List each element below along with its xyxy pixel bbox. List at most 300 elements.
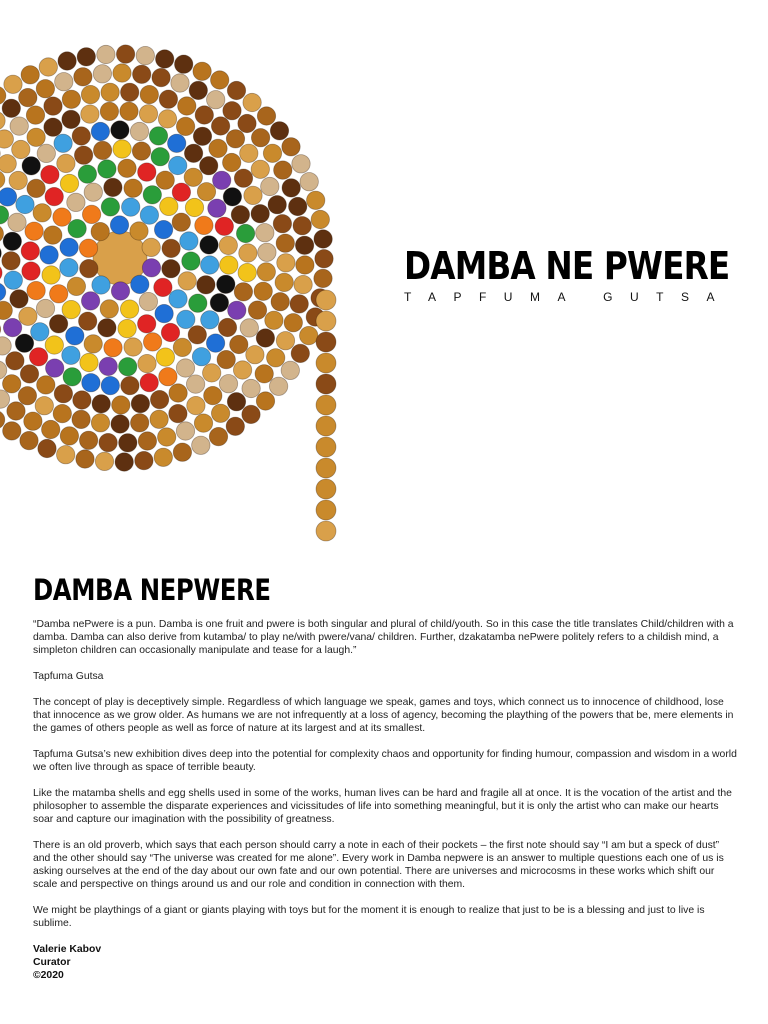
bead [154, 220, 172, 238]
bead [67, 277, 85, 295]
bead [81, 292, 99, 310]
bead [257, 263, 275, 281]
bead [76, 450, 94, 468]
bead [248, 301, 266, 319]
bead [37, 376, 55, 394]
bead [18, 387, 36, 405]
bead [233, 361, 251, 379]
bead [187, 396, 205, 414]
bead [62, 90, 80, 108]
bead [194, 414, 212, 432]
bead [316, 395, 336, 415]
bead [223, 188, 241, 206]
bead [132, 142, 150, 160]
bead [172, 183, 190, 201]
bead [101, 83, 119, 101]
bead [72, 127, 90, 145]
bead [150, 390, 168, 408]
bead [159, 368, 177, 386]
bead [0, 244, 1, 262]
bead [226, 417, 244, 435]
bead [140, 206, 158, 224]
bead [143, 333, 161, 351]
bead [53, 208, 71, 226]
bead [62, 300, 80, 318]
bead [119, 434, 137, 452]
bead [130, 122, 148, 140]
bead [24, 412, 42, 430]
bead [238, 114, 256, 132]
bead [149, 127, 167, 145]
bead [173, 443, 191, 461]
bead [29, 348, 47, 366]
bead [110, 216, 128, 234]
bead [84, 335, 102, 353]
bead [210, 294, 228, 312]
bead [184, 168, 202, 186]
bead [139, 292, 157, 310]
bead [54, 385, 72, 403]
bead [213, 171, 231, 189]
bead [316, 521, 336, 541]
bead [33, 204, 51, 222]
bead [316, 353, 336, 373]
bead [156, 50, 174, 68]
bead [223, 153, 241, 171]
bead [131, 394, 149, 412]
bead [220, 256, 238, 274]
bead [156, 348, 174, 366]
paragraph-attribution: Tapfuma Gutsa [33, 671, 104, 682]
bead [79, 312, 97, 330]
bead [99, 357, 117, 375]
bead [263, 144, 281, 162]
bead [300, 173, 318, 191]
bead [46, 359, 64, 377]
bead [139, 105, 157, 123]
bead [7, 402, 25, 420]
bead [84, 183, 102, 201]
bead [124, 179, 142, 197]
bead [274, 161, 292, 179]
bead [201, 311, 219, 329]
bead [10, 117, 28, 135]
bead [111, 415, 129, 433]
bead [195, 106, 213, 124]
signature-year: ©2020 [33, 970, 64, 981]
bead-circle-artwork [0, 0, 360, 545]
bead [282, 138, 300, 156]
bead [160, 197, 178, 215]
bead [22, 262, 40, 280]
bead [231, 206, 249, 224]
bead [185, 198, 203, 216]
bead [0, 337, 11, 355]
bead [42, 420, 60, 438]
bead [207, 91, 225, 109]
bead [3, 318, 21, 336]
bead [271, 293, 289, 311]
bead [292, 155, 310, 173]
paragraph-quote: “Damba nePwere is a pun. Damba is one fruit and pwere is both singular and plural of child/youth. So in this case the title translates Child/children with a damba. Damba can also derive from kutamba/ to play ne/with pwere/vana/ children. Further, dzakatamba nePwere politely refers to a childish mind, a simpleton children can occasionally manipulate and tease for a laugh.” [33, 619, 734, 656]
bead [93, 65, 111, 83]
bead [124, 338, 142, 356]
bead [116, 45, 134, 63]
bead [74, 68, 92, 86]
bead [60, 174, 78, 192]
bead [193, 127, 211, 145]
bead [268, 196, 286, 214]
bead [37, 144, 55, 162]
artist-name: TAPFUMA GUTSA [404, 290, 732, 304]
bead [316, 332, 336, 352]
bead [289, 197, 307, 215]
bead [55, 73, 73, 91]
section-title: DAMBA NEPWERE [33, 573, 271, 607]
bead [172, 213, 190, 231]
paragraph-closing: We might be playthings of a giant or giants playing with toys but for the moment it is enough to realize that just to be is a blessing and just to live is sublime. [33, 905, 705, 929]
bead [189, 294, 207, 312]
bead [291, 344, 309, 362]
bead [113, 64, 131, 82]
bead [246, 346, 264, 364]
beaded-artwork-image [0, 0, 360, 545]
bead [98, 319, 116, 337]
bead [307, 191, 325, 209]
bead [251, 160, 269, 178]
bead [197, 276, 215, 294]
bead [281, 361, 299, 379]
bead [195, 216, 213, 234]
bead [120, 300, 138, 318]
bead [81, 105, 99, 123]
bead [256, 224, 274, 242]
bead [36, 80, 54, 98]
bead [316, 416, 336, 436]
bead [142, 259, 160, 277]
bead [158, 428, 176, 446]
bead [234, 169, 252, 187]
bead [118, 319, 136, 337]
bead [36, 299, 54, 317]
bead [150, 410, 168, 428]
bead [169, 156, 187, 174]
bead [58, 52, 76, 70]
bead [218, 318, 236, 336]
bead [211, 117, 229, 135]
bead [217, 350, 235, 368]
bead [189, 81, 207, 99]
bead [0, 301, 12, 319]
bead [227, 393, 245, 411]
paragraph-matamba: Like the matamba shells and egg shells used in some of the works, human lives can be hard and fragile all at once. It is the vocation of the artist and the philosopher to assemble the disparate experiences and vicissitudes of life into something meaningful, but it is only the artist who can make our hearts soar and capture our imagination with the possibility of greatness. [33, 788, 732, 825]
bead [215, 217, 233, 235]
bead [209, 427, 227, 445]
bead [9, 171, 27, 189]
bead [156, 171, 174, 189]
bead [72, 410, 90, 428]
bead [294, 275, 312, 293]
bead [276, 332, 294, 350]
bead [200, 157, 218, 175]
bead [192, 348, 210, 366]
bead [282, 179, 300, 197]
bead [316, 311, 336, 331]
bead [31, 323, 49, 341]
bead [184, 144, 202, 162]
bead [80, 353, 98, 371]
bead [315, 250, 333, 268]
bead [27, 179, 45, 197]
bead [178, 272, 196, 290]
bead [158, 110, 176, 128]
bead [93, 141, 111, 159]
bead [121, 83, 139, 101]
bead [242, 379, 260, 397]
bead [56, 446, 74, 464]
bead [60, 238, 78, 256]
paragraph-exhibition: Tapfuma Gutsa’s new exhibition dives deep into the potential for complexity chaos and opportunity for finding humour, compassion and wisdom in a world we often live through as space of terrible beauty. [33, 749, 737, 773]
bead [4, 75, 22, 93]
bead [118, 159, 136, 177]
bead [0, 188, 17, 206]
bead [45, 187, 63, 205]
bead [208, 199, 226, 217]
bead [314, 269, 332, 287]
bead [50, 285, 68, 303]
bead [269, 377, 287, 395]
bead [169, 290, 187, 308]
bead [175, 55, 193, 73]
bead [186, 375, 204, 393]
bead [44, 226, 62, 244]
bead [226, 130, 244, 148]
bead [140, 373, 158, 391]
bead [311, 210, 329, 228]
bead [251, 129, 269, 147]
bead [316, 500, 336, 520]
bead [62, 346, 80, 364]
bead [16, 195, 34, 213]
bead [74, 146, 92, 164]
paragraph-proverb: There is an old proverb, which says that each person should carry a note in each of their pockets – the first note should say “I am but a speck of dust” and the other should say “The universe was created for me alone”. Every work in Damba nepwere is an answer to multiple questions each one of us is asking ourselves at the end of the day about our own fate and our own potential. There are universes and microcosms in these works which shift our scale and perspective on things around us and our role and condition in connection with them. [33, 840, 724, 890]
bead [255, 365, 273, 383]
bead [19, 307, 37, 325]
bead [92, 395, 110, 413]
bead [131, 414, 149, 432]
bead [3, 232, 21, 250]
bead [3, 422, 21, 440]
bead [180, 232, 198, 250]
bead [203, 364, 221, 382]
bead [41, 165, 59, 183]
bead [140, 85, 158, 103]
bead [169, 384, 187, 402]
bead [82, 205, 100, 223]
bead [155, 304, 173, 322]
bead [101, 376, 119, 394]
bead [39, 58, 57, 76]
bead [267, 349, 285, 367]
bead [162, 239, 180, 257]
bead [316, 374, 336, 394]
bead [101, 198, 119, 216]
bead [121, 376, 139, 394]
bead [211, 71, 229, 89]
bead [176, 359, 194, 377]
bead [68, 219, 86, 237]
bead [240, 319, 258, 337]
bead [142, 238, 160, 256]
bead [243, 93, 261, 111]
bead [62, 110, 80, 128]
signature-role: Curator [33, 957, 71, 968]
bead [223, 102, 241, 120]
bead [258, 243, 276, 261]
bead [154, 278, 172, 296]
bead [193, 62, 211, 80]
bead [284, 314, 302, 332]
bead [133, 65, 151, 83]
bead [293, 217, 311, 235]
bead [277, 254, 295, 272]
bead [112, 396, 130, 414]
bead [54, 134, 72, 152]
bead [40, 246, 58, 264]
bead [6, 352, 24, 370]
bead [26, 106, 44, 124]
bead [138, 315, 156, 333]
bead [206, 334, 224, 352]
bead [209, 139, 227, 157]
bead [265, 311, 283, 329]
bead [10, 290, 28, 308]
bead [42, 266, 60, 284]
bead [25, 222, 43, 240]
bead [44, 118, 62, 136]
bead [211, 404, 229, 422]
bead [131, 275, 149, 293]
bead [219, 375, 237, 393]
bead [113, 140, 131, 158]
bead [21, 242, 39, 260]
bead [161, 323, 179, 341]
bead [77, 48, 95, 66]
bead [81, 85, 99, 103]
bead [21, 66, 39, 84]
bead [182, 252, 200, 270]
bead [143, 186, 161, 204]
bead [238, 263, 256, 281]
bead [35, 397, 53, 415]
bead [197, 183, 215, 201]
bead [177, 310, 195, 328]
exhibition-title: DAMBA NE PWERE [404, 244, 730, 288]
bead [152, 68, 170, 86]
bead [0, 206, 9, 224]
bead [73, 391, 91, 409]
bead [219, 236, 237, 254]
bead [154, 448, 172, 466]
bead [45, 336, 63, 354]
bead [135, 451, 153, 469]
bead [79, 431, 97, 449]
bead [91, 414, 109, 432]
bead [300, 326, 318, 344]
bead [217, 275, 235, 293]
bead [38, 439, 56, 457]
bead [78, 165, 96, 183]
bead [3, 375, 21, 393]
bead [111, 121, 129, 139]
bead [27, 128, 45, 146]
bead [176, 117, 194, 135]
bead [316, 437, 336, 457]
bead [228, 301, 246, 319]
bead [162, 260, 180, 278]
bead [2, 99, 20, 117]
bead [256, 329, 274, 347]
bead [227, 81, 245, 99]
bead [296, 256, 314, 274]
bead [119, 358, 137, 376]
bead [168, 134, 186, 152]
bead [49, 315, 67, 333]
bead [314, 230, 332, 248]
bead [12, 140, 30, 158]
bead [0, 264, 2, 282]
bead [251, 205, 269, 223]
bead [204, 386, 222, 404]
bead [0, 170, 5, 188]
bead [261, 177, 279, 195]
bead [178, 97, 196, 115]
bead [240, 144, 258, 162]
bead [27, 281, 45, 299]
bead [173, 338, 191, 356]
bead [188, 326, 206, 344]
bead [82, 374, 100, 392]
bead [239, 244, 257, 262]
bead [97, 45, 115, 63]
bead [66, 327, 84, 345]
bead [234, 283, 252, 301]
bead [192, 436, 210, 454]
bead [15, 334, 33, 352]
bead [0, 283, 6, 301]
bead [316, 479, 336, 499]
bead [67, 193, 85, 211]
bead [316, 290, 336, 310]
bead [176, 422, 194, 440]
bead [236, 224, 254, 242]
bead [92, 276, 110, 294]
bead [57, 154, 75, 172]
bead [201, 256, 219, 274]
bead [2, 252, 20, 270]
bead [242, 405, 260, 423]
bead [100, 102, 118, 120]
bead [95, 452, 113, 470]
bead [4, 271, 22, 289]
bead [60, 258, 78, 276]
bead [91, 222, 109, 240]
bead [275, 273, 293, 291]
bead [53, 404, 71, 422]
bead [273, 215, 291, 233]
bead [0, 130, 14, 148]
bead [100, 300, 118, 318]
